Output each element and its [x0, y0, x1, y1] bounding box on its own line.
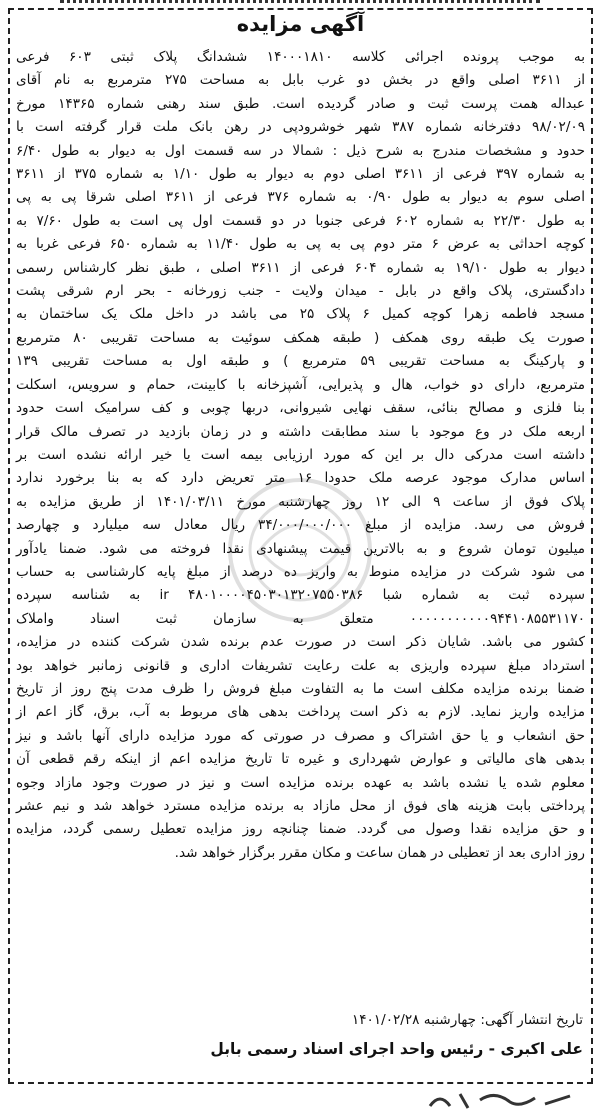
body-line: ضمنا برنده مزایده مکلف است ما به التفاوت مبلغ فروش را ظرف مدت پنج روز از تاریخ [16, 680, 585, 697]
body-line: به شماره ۳۹۷ فرعی از ۳۶۱۱ اصلی دوم به دیوار به طول ۱/۱۰ به شماره ۳۷۵ از ۳۶۱۱ [16, 166, 585, 183]
body-line: دیوار به طول ۱۹/۱۰ به شماره ۶۰۴ فرعی از ۳۶۱۱ اصلی ، طبق نظر کارشناس رسمی [16, 259, 585, 276]
body-line: به طول ۲۲/۳۰ به شماره ۶۰۲ فرعی جنوبا در دو قسمت اول پی است به طول ۷/۶۰ به [16, 212, 585, 229]
body-line: پلاک فوق از ساعت ۹ الی ۱۲ روز چهارشنبه مورخ ۱۴۰۱/۰۳/۱۱ از طریق مزایده به [16, 493, 585, 510]
body-line: کوچه احداثی به عرض ۶ متر دوم پی به پی به طول ۱۱/۴۰ به شماره ۶۵۰ فرعی غربا به [16, 236, 585, 253]
body-line: اصلی سوم به دیوار به طول ۰/۹۰ به شماره ۳۷۶ فرعی از ۳۶۱۱ اصلی شرقا پی به پی [16, 189, 585, 206]
signature: علی اکبری - رئیس واحد اجرای اسناد رسمی بابل [210, 1040, 583, 1058]
body-line: حق انشعاب و یا حق اشتراک و مصرف در صورتی که مورد مزایده دارای آنها باشد و نیز [16, 727, 585, 744]
body-line: و حق مزایده نقدا وصول می گردد. ضمنا چنانچه روز مزایده تعطیل رسمی گردد، مزایده [16, 821, 585, 838]
body-line: به موجب پرونده اجرائی کلاسه ۱۴۰۰۰۱۸۱۰ ششدانگ پلاک ثبتی ۶۰۳ فرعی [16, 49, 586, 65]
body-line: صورت یک طبقه روی همکف ( طبقه همکف سوئیت به مساحت تقریبی ۸۰ مترمربع [16, 329, 585, 346]
body-line: استرداد مبلغ سپرده واریزی به علت رعایت تشریفات اداری و قانونی زمانبر خواهد بود [16, 657, 585, 674]
body-line: دادگستری، پلاک واقع در بابل - میدان ولایت - جنب زورخانه - بحر ارم شرقی پشت [16, 283, 585, 300]
body-line: بنا فلزی و مصالح بنائی، سقف نهایی شیروانی، دربها چوبی و کف سرامیک است حدود [16, 400, 585, 417]
body-line: ۹۸/۰۲/۰۹ دفترخانه شماره ۳۸۷ شهر خوشرودپی در رهن بانک ملت قرار گرفته است با [16, 119, 585, 136]
body-line: می شود شرکت در مزایده منوط به واریز ده درصد از مبلغ پایه کارشناسی به حساب [16, 563, 585, 580]
body-line: بدهی های مالیاتی و عوارض شهرداری و غیره تا تاریخ مزایده اعم از اینکه رقم قطعی آن [16, 751, 585, 768]
body-line: ۰۰۰۰۰۰۰۰۰۰۰۹۴۴۱۰۸۵۵۳۱۱۷۰ متعلق به سازمان ثبت اسناد واملاک [16, 610, 585, 627]
body-line: کشور می باشد. شایان ذکر است در صورت عدم برنده شدن شرکت کننده در مزایده، [16, 634, 585, 651]
body-line: اربعه ملک در وع موجود با سند مطابقت داشته و در زمان بازدید در تصرف مالک قرار [16, 423, 585, 440]
body-line: داشته است مدرکی دال بر این که مورد ارزیابی بیمه است یا خیر ارائه نشده است بر [16, 446, 585, 463]
body-line: مزایده واریز نماید. لازم به ذکر است پرداخت بدهی های مربوط به آب، برق، گاز اعم از [16, 704, 585, 721]
notice-title: آگهی مزایده [236, 12, 365, 36]
body-line: از ۳۶۱۱ اصلی واقع در بخش دو غرب بابل به مساحت ۲۷۵ مترمربع به نام آقای [16, 72, 585, 89]
body-line: حدود و مشخصات مندرج به شرح ذیل : شمالا در سه قسمت اول به دیوار به طول ۶/۴۰ [16, 142, 585, 159]
body-line: مسجد فاطمه زهرا کوچه کمیل ۶ پلاک ۲۵ می باشد در داخل ملک یک ساختمان به [16, 306, 585, 323]
publish-date: تاریخ انتشار آگهی: چهارشنبه ۱۴۰۱/۰۲/۲۸ [351, 1012, 583, 1028]
body-line: مترمربع، دارای دو خواب، هال و پذیرایی، آشپزخانه با کابینت، حمام و سرویس، اسکلت [16, 376, 585, 393]
body-line: سپرده ثبت به شماره شبا ir ۴۸۰۱۰۰۰۰۴۵۰۳۰۱۳۲۰۷۵۵۰۳۸۶ به شناسه سپرده [16, 587, 586, 604]
notice-body [16, 46, 585, 865]
body-line: میلیون تومان شروع و به بالاترین قیمت پیشنهادی نقدا فروخته می شود. ضمنا یادآور [16, 540, 585, 557]
body-line: فروش می رسد. مزایده از مبلغ ۳۴/۰۰۰/۰۰۰/۰۰۰ ریال معادل سه میلیارد و چهارصد [16, 517, 586, 534]
body-line: و پارکینگ به مساحت تقریبی ۵۹ مترمربع ) و طبقه اول به مساحت تقریبی ۱۳۹ [16, 353, 585, 370]
body-line: عبداله همت پرست ثبت و صادر گردیده است. طبق سند رهنی شماره ۱۴۳۶۵ مورخ [16, 95, 585, 112]
top-dotted-rule [60, 0, 540, 9]
body-line: معلوم شده یا نشده باشد به عهده برنده مزایده است و نیز در صورت وجود مازاد وجوه [16, 774, 585, 791]
body-line: پرداختی بابت هزینه های فوق از محل مازاد به برنده مزایده مسترد خواهد شد و نیم عشر [16, 798, 585, 814]
body-line: اساس مدارک موجود عرصه ملک حدودا ۱۶ متر تعریض دارد که به بنا برخورد ندارد [16, 470, 585, 487]
handwritten-mark-icon [420, 1090, 580, 1109]
body-line: روز اداری بعد از تعطیلی در همان ساعت و مکان مقرر برگزار خواهد شد. [174, 844, 585, 861]
